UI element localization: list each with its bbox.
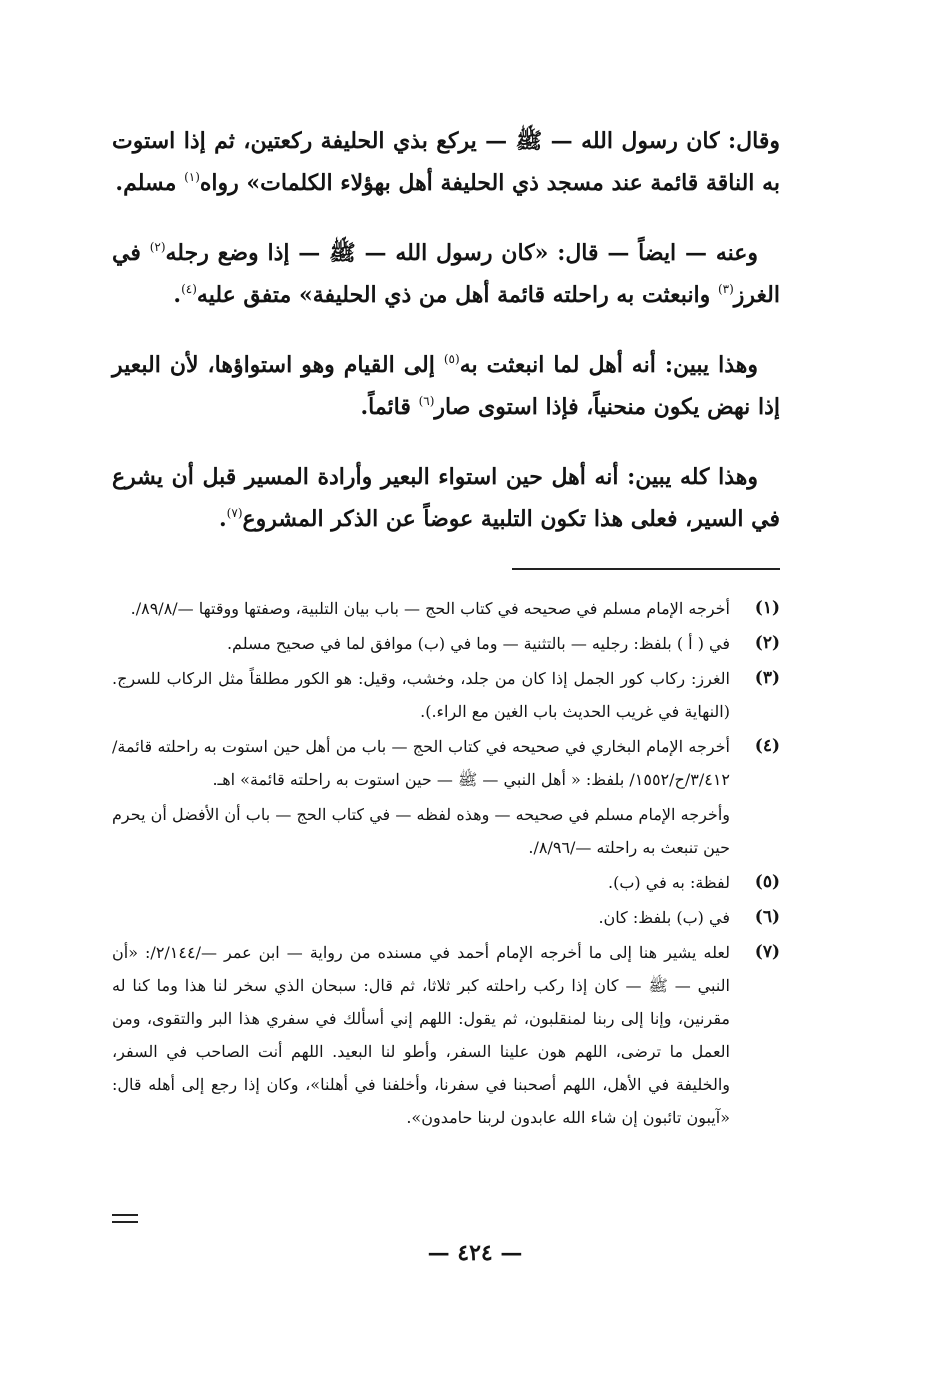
paragraph-2-after: وانبعثت به راحلته قائمة أهل من ذي الحليفة» متفق عليه: [196, 282, 718, 308]
page-body: [112, 120, 780, 1136]
paragraph-1-text: وقال: كان رسول الله — ﷺ — يركع بذي الحليفة ركعتين، ثم إذا استوت به الناقة قائمة عند مسجد ذي الحليفة أهل بهؤلاء الكلمات» رواه: [112, 128, 780, 196]
footnote-marker-6: (٦): [418, 394, 435, 408]
footnote-separator: [512, 568, 780, 570]
footnote-text: أخرجه الإمام البخاري في صحيحه في كتاب الحج — باب من أهل حين استوت به راحلته قائمة/٣/٤١٢/ح/١٥٥٢/ بلفظ: « أهل النبي — ﷺ — حين استوت به راحلته قائمة» اهـ.: [112, 737, 730, 789]
paragraph-2-text: وعنه — ايضاً — قال: «كان رسول الله — ﷺ — إذا وضع رجله: [165, 240, 758, 266]
paragraph-1: [112, 120, 780, 204]
footnote-marker-3: (٣): [717, 282, 734, 296]
footnote-number: (١): [754, 598, 780, 618]
footnote-text: في (ب) بلفظ: كان.: [598, 908, 730, 927]
footnote-marker-5: (٥): [443, 352, 460, 366]
footnote-marker-4: (٤): [181, 282, 197, 296]
footnote-number: (٧): [754, 942, 780, 962]
footnote-number: (٥): [754, 872, 780, 892]
paragraph-2: [112, 232, 780, 316]
footnote-2: [112, 627, 780, 660]
page-number: — ٤٢٤ —: [427, 1240, 523, 1266]
footnote-marker-2: (٢): [149, 240, 166, 254]
footnote-text: لعله يشير هنا إلى ما أخرجه الإمام أحمد في مسنده من رواية — ابن عمر —/٢/١٤٤/: «أن النبي — ﷺ — كان إذا ركب راحلته كبر ثلاثا، ثم قال: سبحان الذي سخر لنا هذا وما كنا له مقرنين، وإنا إلى ربنا لمنقلبون، ثم يقول: اللهم إني أسألك في سفري هذا البر والتقوى، ومن العمل ما ترضى، اللهم هون علينا السفر، وأطو لنا البعيد. اللهم أنت الصاحب في السفر، والخليفة في الأهل، اللهم أصحبنا في سفرنا، وأخلفنا في أهلنا»، وكان إذا رجع إلى أهله قال: «آيبون تائبون إن شاء الله عابدون لربنا حامدون».: [112, 943, 730, 1127]
paragraph-1-end: مسلم.: [115, 170, 185, 196]
footnote-number: (٣): [754, 668, 780, 688]
footnote-marker-1: (١): [184, 170, 200, 184]
footnote-text: وأخرجه الإمام مسلم في صحيحه — وهذه لفظه — في كتاب الحج — باب أن الأفضل أن يحرم حين تنبعث به راحلته —/٨/٩٦/.: [112, 805, 730, 857]
end-marker-double-rule: [112, 1214, 138, 1223]
footnote-number: (٦): [754, 907, 780, 927]
footnote-number: (٤): [754, 736, 780, 756]
footnote-text: لفظة: به في (ب).: [608, 873, 730, 892]
paragraph-3-text: وهذا يبين: أنه أهل لما انبعثت به: [459, 352, 758, 378]
footnotes: [112, 592, 780, 1134]
paragraph-3-mid: إلى القيام وهو استواؤها، لأن البعير إذا نهض يكون منحنياً، فإذا استوى صار: [112, 352, 780, 420]
footnote-3: [112, 662, 780, 728]
footnote-text: الغرز: ركاب كور الجمل إذا كان من جلد، وخشب، وقيل: هو الكور مطلقاً مثل الركاب للسرج. (النهاية في غريب الحديث باب الغين مع الراء.).: [112, 669, 730, 721]
footnote-6: [112, 901, 780, 934]
footnote-4-continuation: [112, 798, 780, 864]
footnote-7: [112, 936, 780, 1134]
paragraph-3-end: قائماً.: [360, 394, 419, 420]
paragraph-4: [112, 456, 780, 540]
paragraph-4-end: .: [219, 506, 227, 532]
paragraph-3: [112, 344, 780, 428]
paragraph-2-end: .: [173, 282, 182, 308]
footnote-number: (٢): [754, 633, 780, 653]
footnote-text: أخرجه الإمام مسلم في صحيحه في كتاب الحج — باب بيان التلبية، وصفتها ووقتها —/٨٩/٨/.: [130, 599, 730, 618]
footnote-5: [112, 866, 780, 899]
footnote-marker-7: (٧): [226, 506, 243, 520]
footnote-text: في ( أ ) بلفظ: رجليه — بالتثنية — وما في (ب) موافق لما في صحيح مسلم.: [226, 634, 730, 653]
paragraph-2-mid: في الغرز: [112, 240, 780, 308]
paragraph-4-text: وهذا كله يبين: أنه أهل حين استواء البعير وأرادة المسير قبل أن يشرع في السير، فعلى هذا تكون التلبية عوضاً عن الذكر المشروع: [112, 464, 780, 532]
footnote-1: [112, 592, 780, 625]
footnote-4: [112, 730, 780, 796]
